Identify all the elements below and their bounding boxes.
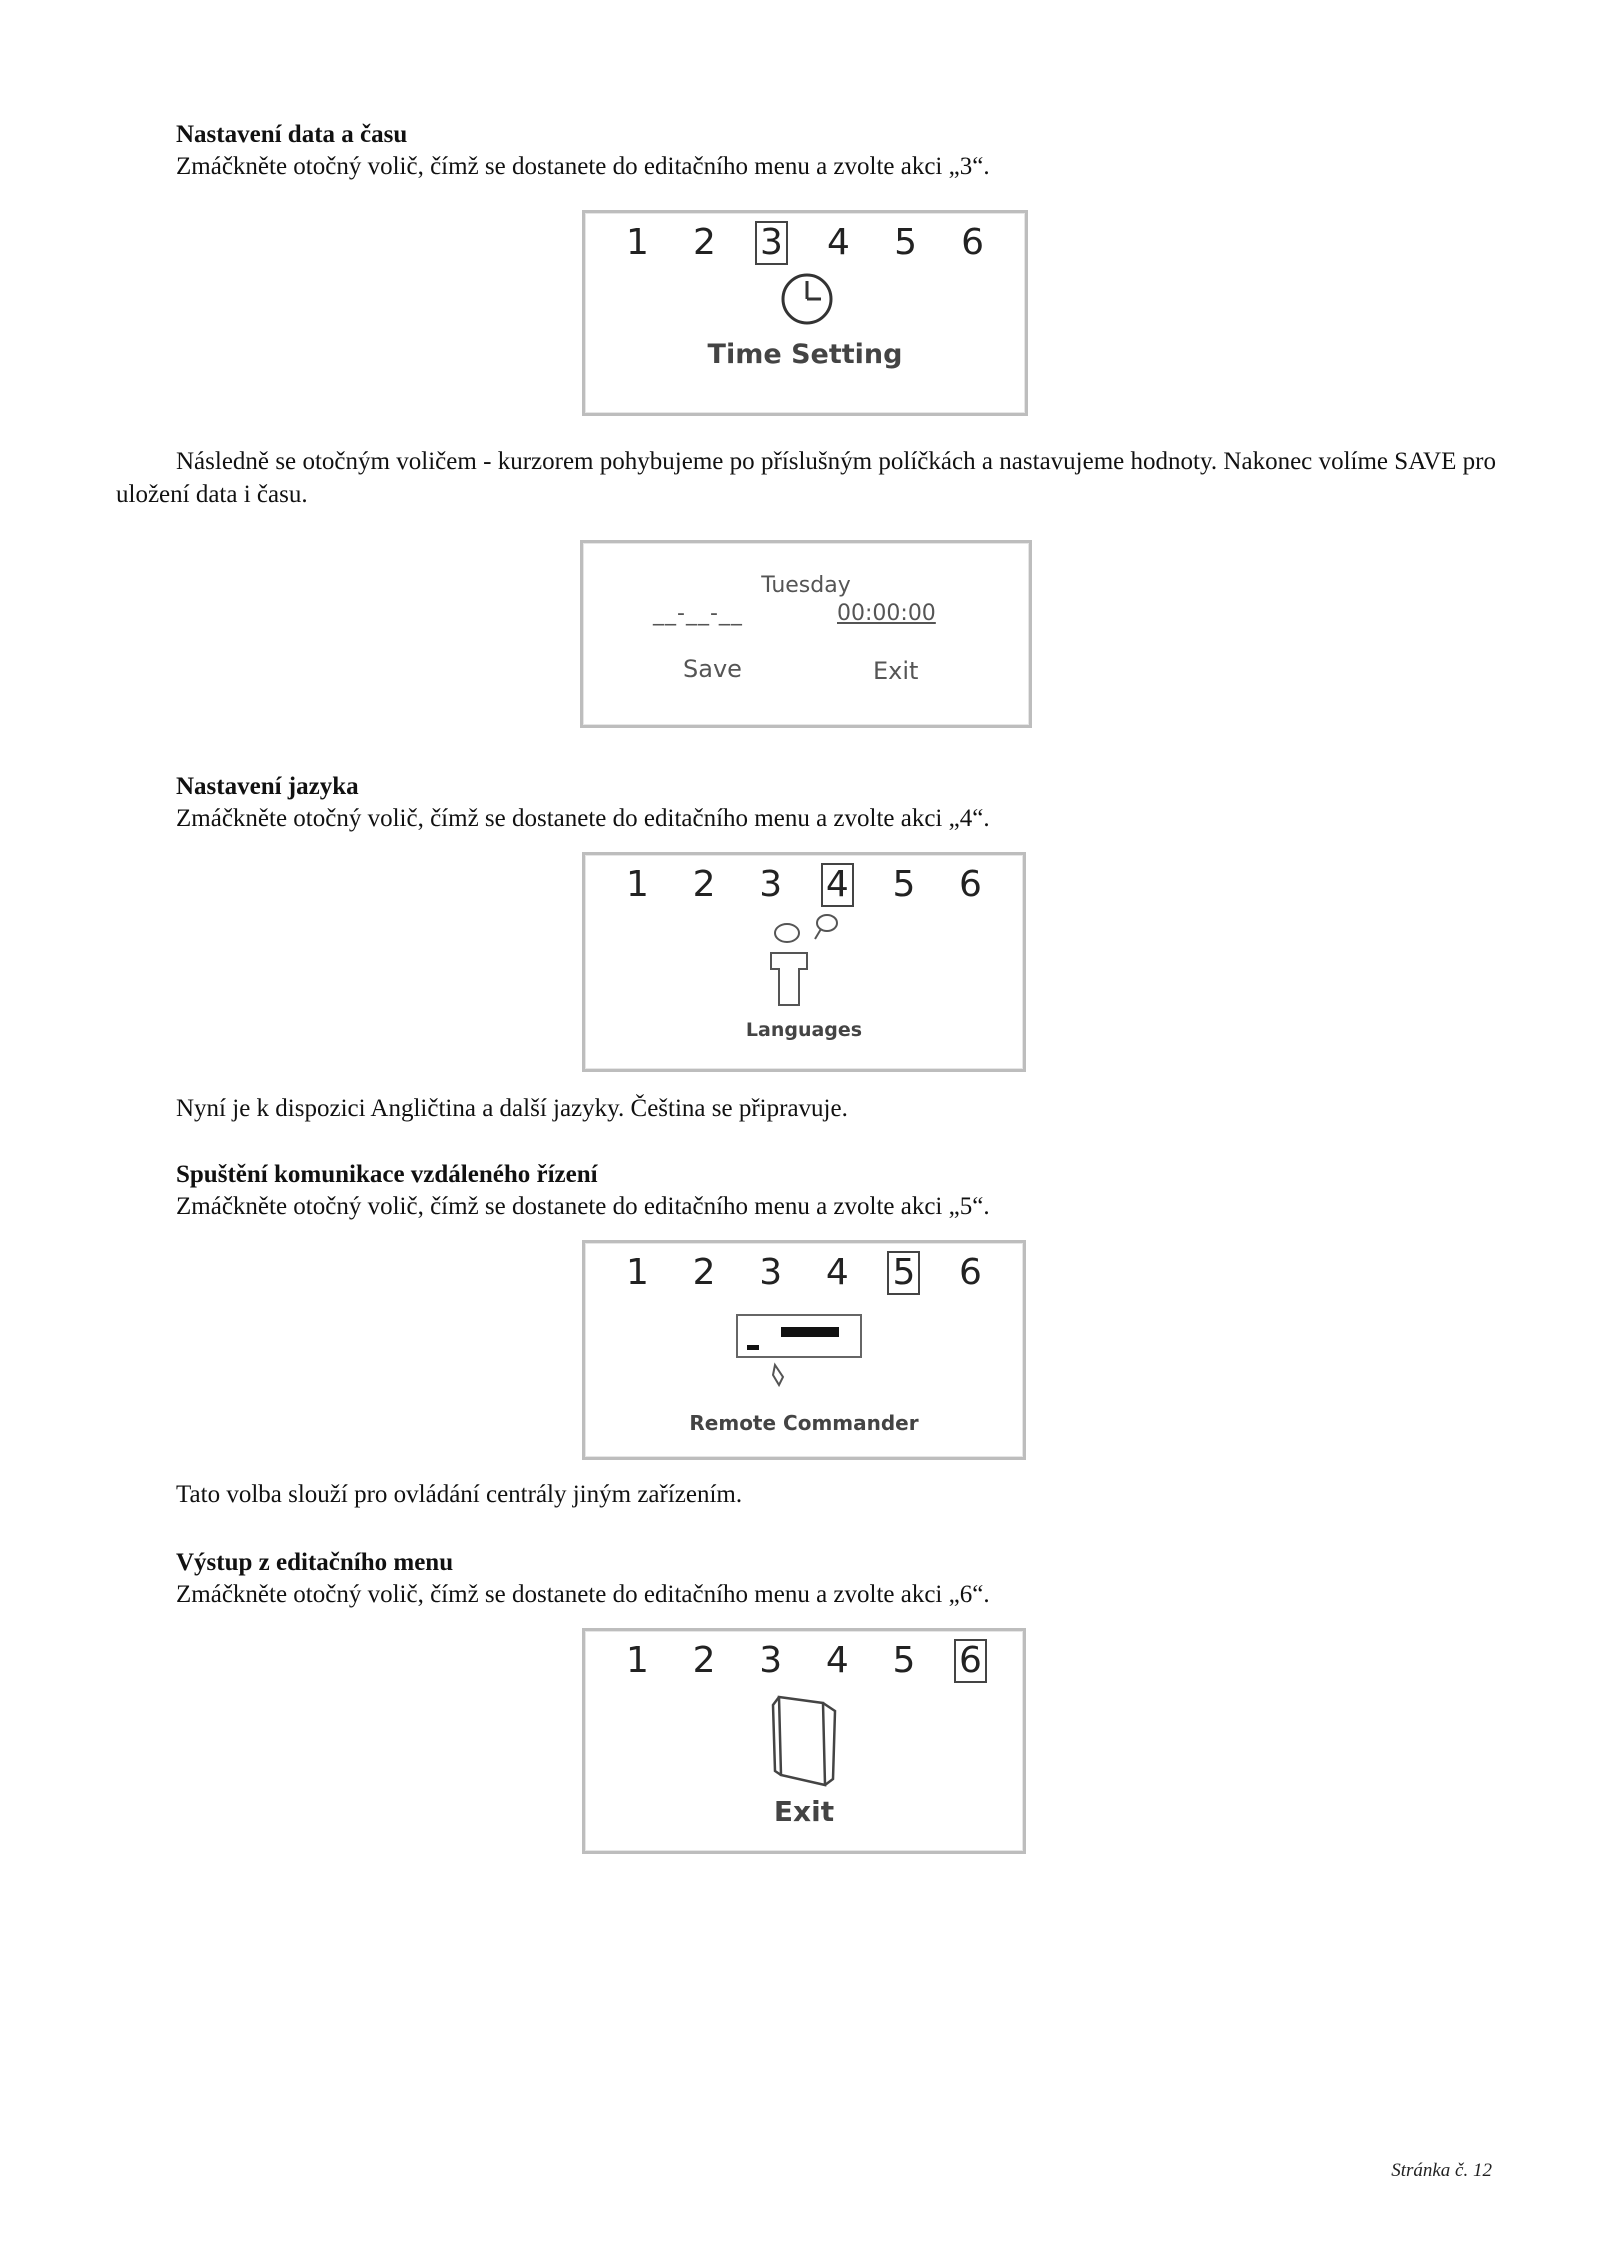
menu-num-5: 5 [892, 1640, 916, 1681]
screen-caption-exit: Exit [773, 1795, 835, 1828]
remote-device-icon [735, 1313, 865, 1393]
heading-date-time: Nastavení data a času [176, 121, 408, 148]
instruction-language: Zmáčkněte otočný volič, čímž se dostanete do editačního menu a zvolte akci „4“. [176, 805, 990, 832]
menu-num-2: 2 [692, 864, 716, 905]
menu-num-6-selected: 6 [954, 1639, 987, 1683]
clock-icon [779, 271, 835, 327]
menu-numbers [621, 1639, 987, 1683]
screen-caption-remote-commander: Remote Commander [689, 1411, 919, 1435]
menu-num-3: 3 [759, 1640, 783, 1681]
instruction-remote: Zmáčkněte otočný volič, čímž se dostanete do editačního menu a zvolte akci „5“. [176, 1193, 990, 1220]
heading-remote: Spuštění komunikace vzdáleného řízení [176, 1161, 598, 1188]
menu-num-4: 4 [825, 1640, 849, 1681]
note-remote: Tato volba slouží pro ovládání centrály jiným zařízením. [176, 1481, 743, 1508]
date-field: __-__-__ [653, 601, 743, 626]
menu-num-4: 4 [825, 1252, 849, 1293]
day-of-week: Tuesday [761, 573, 851, 598]
heading-language: Nastavení jazyka [176, 773, 359, 800]
menu-num-5-selected: 5 [887, 1251, 920, 1295]
menu-num-6: 6 [959, 864, 982, 905]
menu-num-5: 5 [894, 222, 917, 263]
menu-num-3-selected: 3 [755, 221, 788, 265]
menu-num-3: 3 [759, 864, 783, 905]
screen-caption-time-setting: Time Setting [707, 339, 903, 370]
lcd-screen-remote-commander [582, 1240, 1026, 1460]
menu-num-1: 1 [626, 864, 649, 905]
menu-num-4: 4 [827, 222, 850, 263]
menu-num-1: 1 [626, 222, 649, 263]
menu-num-6: 6 [961, 222, 984, 263]
menu-numbers [621, 1251, 987, 1295]
screen-caption-languages: Languages [745, 1019, 863, 1041]
menu-num-5: 5 [892, 864, 916, 905]
lcd-screen-languages [582, 852, 1026, 1072]
instruction-date-time: Zmáčkněte otočný volič, čímž se dostanete do editačního menu a zvolte akci „3“. [176, 153, 990, 180]
menu-num-3: 3 [759, 1252, 783, 1293]
menu-num-6: 6 [959, 1252, 982, 1293]
lcd-screen-date-time-edit [580, 540, 1032, 728]
menu-numbers [621, 863, 987, 907]
lcd-screen-exit [582, 1628, 1026, 1854]
exit-option: Exit [873, 657, 919, 685]
paragraph-date-time-edit: Následně se otočným voličem - kurzorem pohybujeme po příslušným políčkách a nastavujeme hodnoty. Nakonec volíme SAVE pro uložení data i času. [116, 448, 1496, 508]
menu-num-4-selected: 4 [821, 863, 854, 907]
save-option: Save [683, 655, 742, 683]
menu-num-1: 1 [626, 1640, 649, 1681]
menu-num-2: 2 [692, 1252, 716, 1293]
door-exit-icon [767, 1691, 847, 1791]
instruction-exit: Zmáčkněte otočný volič, čímž se dostanete do editačního menu a zvolte akci „6“. [176, 1581, 990, 1608]
menu-numbers [621, 221, 989, 265]
person-speech-icon [761, 911, 851, 1011]
heading-exit: Výstup z editačního menu [176, 1549, 454, 1576]
time-field: 00:00:00 [837, 601, 936, 626]
menu-num-2: 2 [693, 222, 716, 263]
lcd-screen-time-setting [582, 210, 1028, 416]
note-language: Nyní je k dispozici Angličtina a další jazyky. Čeština se připravuje. [176, 1095, 848, 1122]
menu-num-1: 1 [626, 1252, 649, 1293]
page-number: Stránka č. 12 [1391, 2160, 1492, 2181]
menu-num-2: 2 [692, 1640, 716, 1681]
